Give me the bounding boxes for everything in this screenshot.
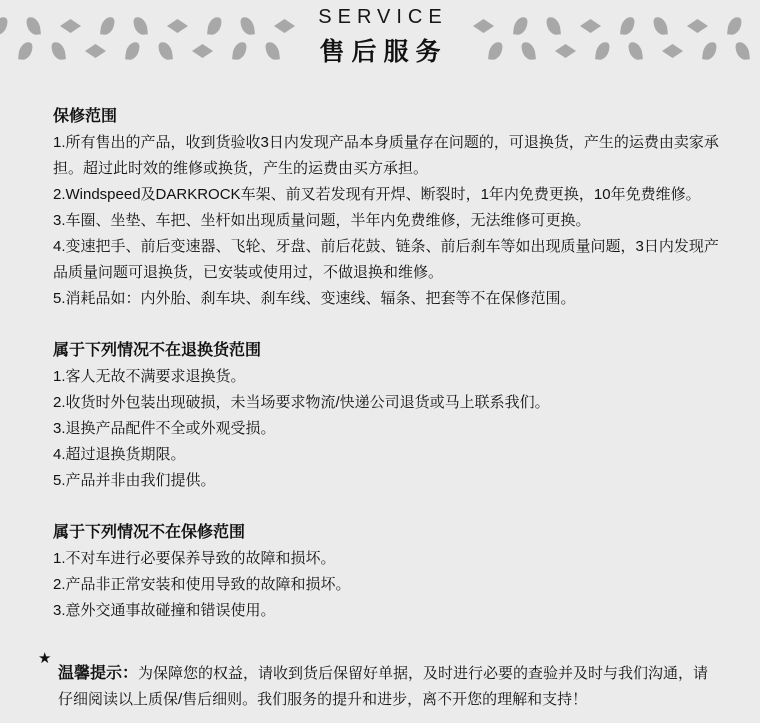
- leaf-icon: [240, 16, 255, 35]
- header-titles: [305, 0, 455, 70]
- star-icon: ★: [38, 650, 52, 667]
- leaf-icon: [0, 16, 8, 35]
- term-item: 3.车圈、坐垫、车把、坐杆如出现质量问题，半年内免费维修，无法维修可更换。: [53, 212, 591, 229]
- leaf-icon: [735, 41, 750, 60]
- diamond-icon: [687, 19, 708, 33]
- diamond-icon: [662, 44, 683, 58]
- decorative-band-right: [455, 0, 760, 70]
- term-item: 3.退换产品配件不全或外观受损。: [53, 420, 276, 437]
- leaf-icon: [232, 41, 247, 60]
- diamond-icon: [580, 19, 601, 33]
- decorative-row: [455, 15, 760, 37]
- leaf-icon: [628, 41, 643, 60]
- leaf-icon: [653, 16, 668, 35]
- diamond-icon: [167, 19, 188, 33]
- leaf-icon: [702, 41, 717, 60]
- note-label: 温馨提示：: [58, 665, 139, 682]
- section-heading: 保修范围: [53, 108, 118, 125]
- term-item: 3.意外交通事故碰撞和错误使用。: [53, 602, 276, 619]
- term-item: 4.变速把手、前后变速器、飞轮、牙盘、前后花鼓、链条、前后刹车等如出现质量问题，3日内发现产品质量问题可退换货，已安装或使用过，不做退换和维修。: [53, 238, 719, 281]
- section-no-return-cases: [53, 338, 722, 494]
- term-item: 1.不对车进行必要保养导致的故障和损坏。: [53, 550, 336, 567]
- leaf-icon: [488, 41, 503, 60]
- term-item: 4.超过退换货期限。: [53, 446, 186, 463]
- diamond-icon: [274, 19, 295, 33]
- leaf-icon: [521, 41, 536, 60]
- leaf-icon: [595, 41, 610, 60]
- term-item: 5.消耗品如：内外胎、刹车块、刹车线、变速线、辐条、把套等不在保修范围。: [53, 290, 576, 307]
- leaf-icon: [125, 41, 140, 60]
- leaf-icon: [18, 41, 33, 60]
- section-heading: 属于下列情况不在退换货范围: [53, 342, 262, 359]
- term-item: 2.收货时外包装出现破损，未当场要求物流/快递公司退货或马上联系我们。: [53, 394, 550, 411]
- leaf-icon: [727, 16, 742, 35]
- warm-tips-note: [0, 646, 760, 728]
- note-text: 为保障您的权益，请收到货后保留好单据，及时进行必要的查验并及时与我们沟通，请仔细阅读以上质保/售后细则。我们服务的提升和进步，离不开您的理解和支持！: [58, 665, 709, 708]
- service-title-zh: 售后服务: [319, 38, 448, 66]
- leaf-icon: [26, 16, 41, 35]
- decorative-row: [0, 15, 305, 37]
- diamond-icon: [60, 19, 81, 33]
- decorative-row: [455, 40, 760, 62]
- leaf-icon: [100, 16, 115, 35]
- service-terms: [0, 70, 760, 624]
- leaf-icon: [546, 16, 561, 35]
- decorative-band-left: [0, 0, 305, 70]
- term-item: 5.产品并非由我们提供。: [53, 472, 216, 489]
- leaf-icon: [133, 16, 148, 35]
- section-warranty-scope: [53, 104, 722, 312]
- leaf-icon: [207, 16, 222, 35]
- diamond-icon: [192, 44, 213, 58]
- diamond-icon: [555, 44, 576, 58]
- term-item: 2.产品非正常安装和使用导致的故障和损坏。: [53, 576, 351, 593]
- section-no-warranty-cases: [53, 520, 722, 624]
- section-heading: 属于下列情况不在保修范围: [53, 524, 246, 541]
- term-item: 1.客人无故不满要求退换货。: [53, 368, 246, 385]
- diamond-icon: [85, 44, 106, 58]
- term-item: 1.所有售出的产品，收到货验收3日内发现产品本身质量存在问题的，可退换货，产生的运费由卖家承担。超过此时效的维修或换货，产生的运费由买方承担。: [53, 134, 719, 177]
- service-title-en: SERVICE: [318, 6, 448, 28]
- term-item: 2.Windspeed及DARKROCK车架、前叉若发现有开焊、断裂时，1年内免费更换，10年免费维修。: [53, 186, 701, 203]
- leaf-icon: [620, 16, 635, 35]
- leaf-icon: [158, 41, 173, 60]
- diamond-icon: [473, 19, 494, 33]
- leaf-icon: [265, 41, 280, 60]
- note-paragraph: [58, 661, 722, 713]
- decorative-row: [0, 40, 305, 62]
- leaf-icon: [513, 16, 528, 35]
- service-header: [0, 0, 760, 70]
- leaf-icon: [51, 41, 66, 60]
